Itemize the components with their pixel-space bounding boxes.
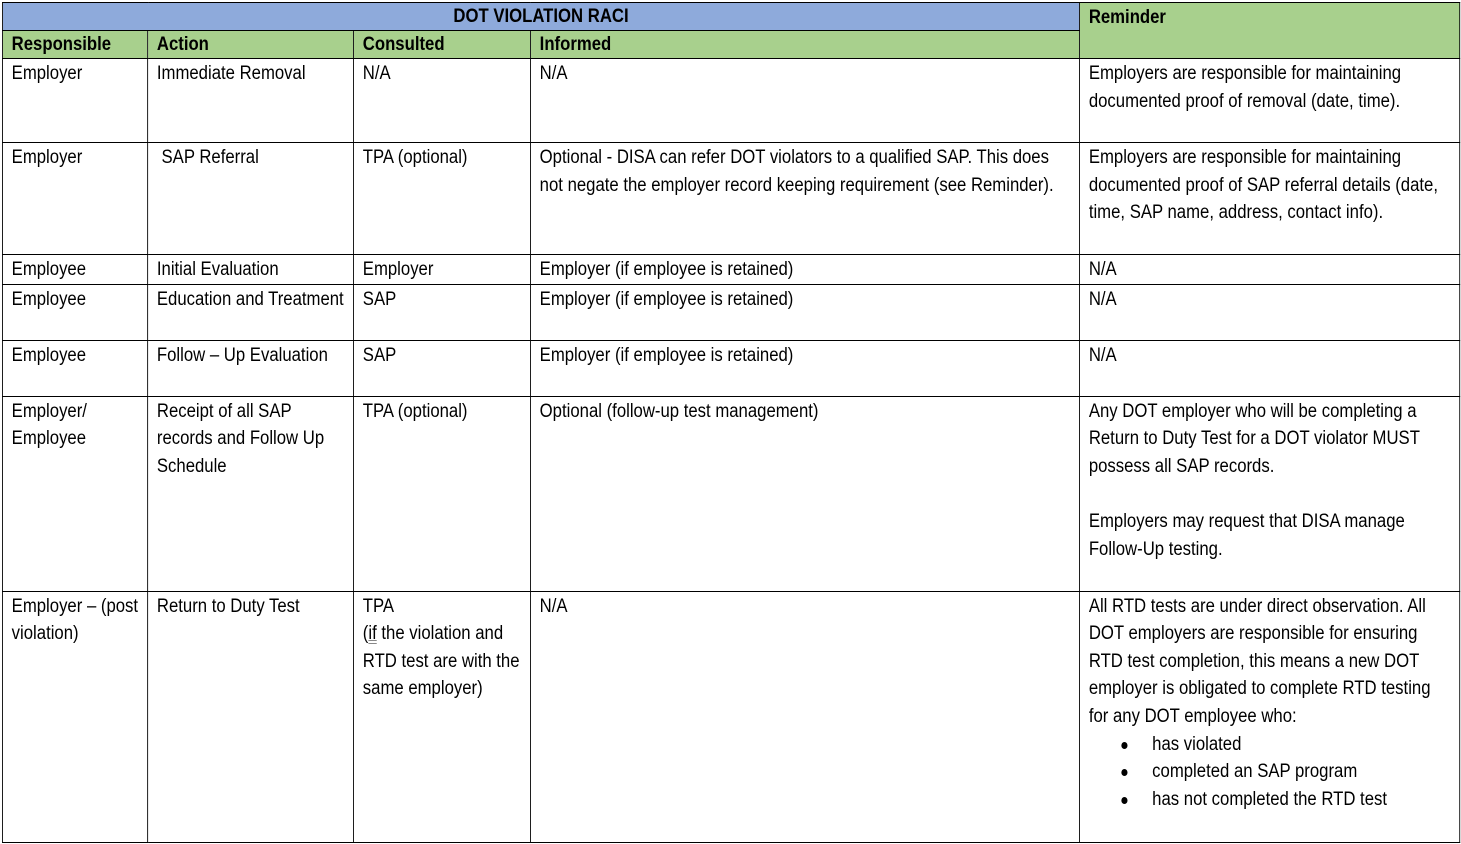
- header-consulted: Consulted: [354, 31, 531, 59]
- reminder-paragraph: Any DOT employer who will be completing a Return to Duty Test for a DOT violator MUST possess all SAP records.: [1088, 400, 1420, 477]
- cell-reminder: [1080, 591, 1460, 842]
- cell-consulted: Employer: [354, 255, 531, 285]
- reminder-paragraph: Employers may request that DISA manage Follow-Up testing.: [1088, 510, 1405, 560]
- cell-action: Initial Evaluation: [148, 255, 354, 285]
- cell-action: Immediate Removal: [148, 59, 354, 143]
- cell-consulted: TPA (optional): [354, 396, 531, 591]
- table-row: [2, 340, 1459, 396]
- cell-informed: Employer (if employee is retained): [530, 255, 1079, 285]
- table-row: [2, 255, 1459, 285]
- cell-informed: N/A: [530, 59, 1079, 143]
- table-row: [2, 591, 1459, 842]
- cell-action: Follow – Up Evaluation: [148, 340, 354, 396]
- header-responsible: Responsible: [2, 31, 147, 59]
- cell-consulted: SAP: [354, 284, 531, 340]
- consulted-note: (if the violation and RTD test are with the same employer): [362, 623, 520, 700]
- title-row: [2, 3, 1459, 31]
- cell-responsible: Employee: [2, 284, 147, 340]
- cell-informed: Optional - DISA can refer DOT violators to a qualified SAP. This does not negate the employer record keeping requirement (see Reminder).: [530, 143, 1079, 255]
- list-item: completed an SAP program: [1152, 758, 1450, 786]
- cell-reminder: Employers are responsible for maintaining documented proof of SAP referral details (date, time, SAP name, address, contact info).: [1080, 143, 1460, 255]
- cell-reminder: [1080, 396, 1460, 591]
- cell-consulted: TPA (optional): [354, 143, 531, 255]
- header-action: Action: [148, 31, 354, 59]
- cell-action: Return to Duty Test: [148, 591, 354, 842]
- cell-reminder: N/A: [1080, 340, 1460, 396]
- cell-consulted: [354, 591, 531, 842]
- consulted-line: TPA: [362, 595, 395, 617]
- cell-responsible: Employer: [2, 143, 147, 255]
- cell-responsible: Employer/ Employee: [2, 396, 147, 591]
- header-reminder: Reminder: [1080, 3, 1460, 59]
- cell-informed: Employer (if employee is retained): [530, 284, 1079, 340]
- cell-reminder: Employers are responsible for maintaining documented proof of removal (date, time).: [1080, 59, 1460, 143]
- cell-responsible: Employee: [2, 255, 147, 285]
- cell-consulted: N/A: [354, 59, 531, 143]
- cell-responsible: Employer – (post violation): [2, 591, 147, 842]
- consulted-if: if: [368, 623, 377, 645]
- raci-table: [2, 2, 1460, 843]
- cell-action: Receipt of all SAP records and Follow Up Schedule: [148, 396, 354, 591]
- header-informed: Informed: [530, 31, 1079, 59]
- list-item: has violated: [1152, 731, 1450, 759]
- cell-responsible: Employer: [2, 59, 147, 143]
- cell-consulted: SAP: [354, 340, 531, 396]
- table-row: [2, 143, 1459, 255]
- cell-action: Education and Treatment: [148, 284, 354, 340]
- consulted-rest: the violation and RTD test are with the same employer): [362, 623, 520, 700]
- cell-action: SAP Referral: [148, 143, 354, 255]
- table-row: [2, 284, 1459, 340]
- cell-informed: Employer (if employee is retained): [530, 340, 1079, 396]
- table-row: [2, 396, 1459, 591]
- reminder-bullet-list: [1089, 731, 1451, 814]
- cell-reminder: N/A: [1080, 255, 1460, 285]
- table-title: DOT VIOLATION RACI: [2, 3, 1079, 31]
- reminder-paragraph: All RTD tests are under direct observation. All DOT employers are responsible for ensuring RTD test completion, this means a new DOT employer is obligated to complete RTD testing for any DOT employee who:: [1088, 595, 1431, 727]
- table-row: [2, 59, 1459, 143]
- cell-reminder: N/A: [1080, 284, 1460, 340]
- list-item: has not completed the RTD test: [1152, 786, 1450, 814]
- cell-informed: Optional (follow-up test management): [530, 396, 1079, 591]
- cell-responsible: Employee: [2, 340, 147, 396]
- paragraph-spacer: [1089, 480, 1451, 508]
- cell-informed: N/A: [530, 591, 1079, 842]
